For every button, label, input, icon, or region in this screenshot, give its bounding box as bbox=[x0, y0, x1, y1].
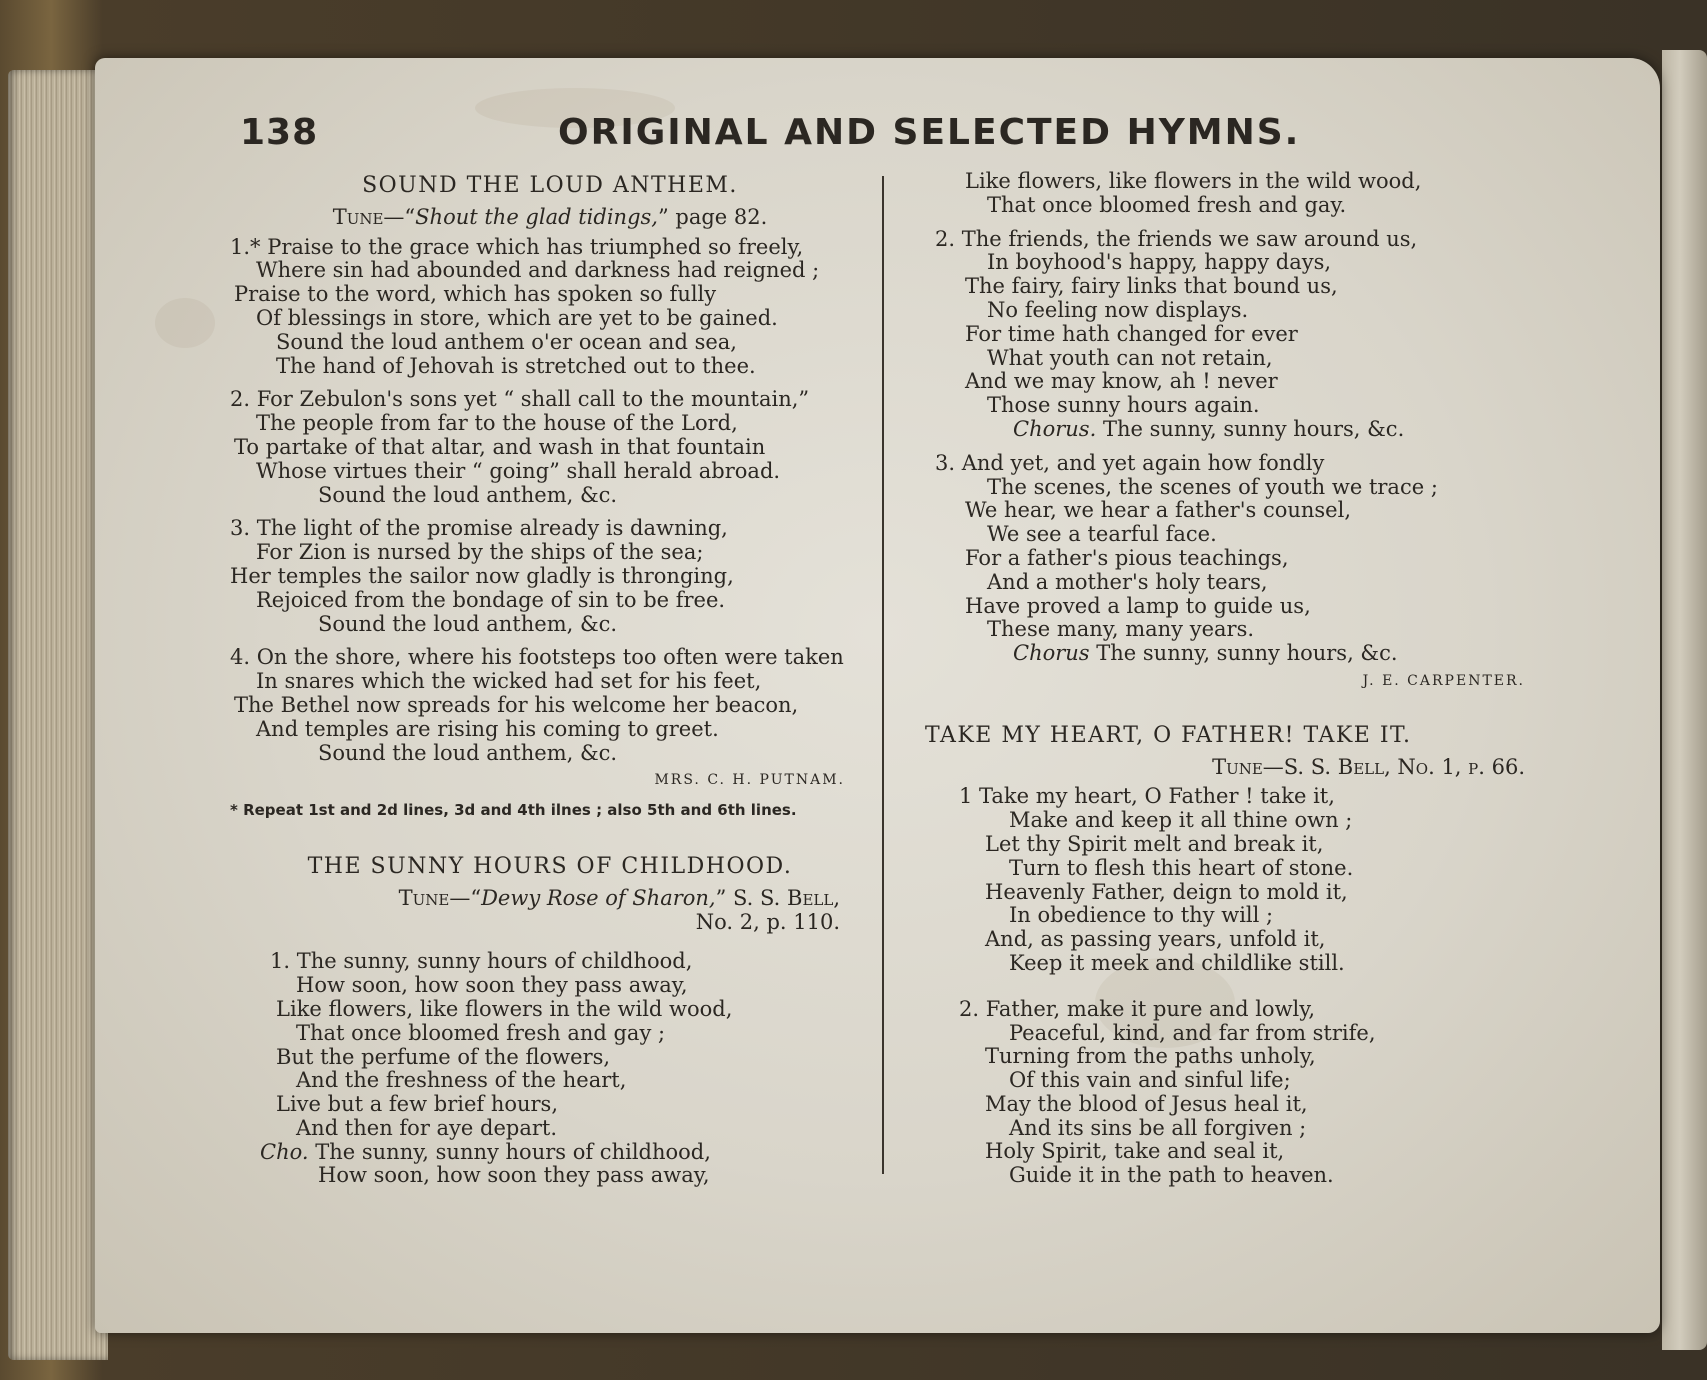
verse-line: The Bethel now spreads for his welcome her beacon, bbox=[234, 692, 799, 717]
verse-line: Of this vain and sinful life; bbox=[1009, 1068, 1291, 1093]
verse-line: And a mother's holy tears, bbox=[987, 569, 1268, 594]
verse-line: Turn to flesh this heart of stone. bbox=[1009, 855, 1354, 880]
stanza bbox=[925, 785, 1525, 975]
verse-line: The hand of Jehovah is stretched out to thee. bbox=[276, 353, 756, 378]
verse-line: Make and keep it all thine own ; bbox=[1009, 808, 1353, 833]
verse-line: For Zion is nursed by the ships of the sea; bbox=[256, 540, 704, 565]
verse-line: Sound the loud anthem, &c. bbox=[318, 611, 618, 636]
verse-line: 2. Father, make it pure and lowly, bbox=[959, 996, 1316, 1021]
hymn-title: THE SUNNY HOURS OF CHILDHOOD. bbox=[307, 853, 793, 879]
stanza bbox=[230, 646, 870, 765]
verse-line: 4. On the shore, where his footsteps too often were taken bbox=[230, 645, 844, 670]
verse-line: These many, many years. bbox=[987, 617, 1255, 642]
verse-line: 2. For Zebulon's sons yet “ shall call to the mountain,” bbox=[230, 387, 810, 412]
verse-line: And we may know, ah ! never bbox=[965, 369, 1278, 394]
hymn-author: J. E. CARPENTER. bbox=[1362, 672, 1525, 689]
verse-line: The fairy, fairy links that bound us, bbox=[965, 274, 1338, 299]
verse-line: And its sins be all forgiven ; bbox=[1009, 1115, 1307, 1140]
verse-line: For a father's pious teachings, bbox=[965, 545, 1289, 570]
hymn-author: MRS. C. H. PUTNAM. bbox=[654, 772, 845, 789]
verse-line: 2. The friends, the friends we saw around us, bbox=[935, 226, 1418, 251]
verse-line: That once bloomed fresh and gay ; bbox=[296, 1020, 666, 1045]
verse-line: To partake of that altar, and wash in that fountain bbox=[234, 434, 766, 459]
verse-line: No feeling now displays. bbox=[987, 297, 1249, 322]
verse-line: And, as passing years, unfold it, bbox=[985, 927, 1326, 952]
verse-line: And then for aye depart. bbox=[296, 1115, 558, 1140]
verse-line: Praise to the word, which has spoken so fully bbox=[234, 282, 717, 307]
chorus-line: Chorus. The sunny, sunny hours, &c. bbox=[1013, 416, 1405, 441]
verse-line: Turning from the paths unholy, bbox=[985, 1044, 1316, 1069]
hymn-tune: Tune—S. S. Bell, No. 1, p. 66. bbox=[1212, 754, 1525, 779]
verse-line: Live but a few brief hours, bbox=[276, 1092, 559, 1117]
verse-line: What youth can not retain, bbox=[987, 345, 1273, 370]
verse-line: And the freshness of the heart, bbox=[296, 1068, 627, 1093]
verse-line: In snares which the wicked had set for his feet, bbox=[256, 669, 762, 694]
verse-line: For time hath changed for ever bbox=[965, 321, 1298, 346]
chorus-line: Cho. The sunny, sunny hours of childhood, bbox=[260, 1139, 711, 1164]
hymn-tune: Tune—“Dewy Rose of Sharon,” S. S. Bell, bbox=[398, 885, 840, 910]
verse-line: Let thy Spirit melt and break it, bbox=[985, 831, 1324, 856]
verse-line: Of blessings in store, which are yet to be gained. bbox=[256, 305, 778, 330]
stanza bbox=[230, 236, 870, 379]
verse-line: Sound the loud anthem o'er ocean and sea, bbox=[276, 329, 737, 354]
right-column bbox=[925, 170, 1525, 1188]
hymn-tune-line2: No. 2, p. 110. bbox=[695, 909, 840, 934]
chorus-line: How soon, how soon they pass away, bbox=[318, 1163, 710, 1188]
verse-line: Holy Spirit, take and seal it, bbox=[985, 1139, 1285, 1164]
verse-line: That once bloomed fresh and gay. bbox=[987, 192, 1347, 217]
verse-line: Where sin had abounded and darkness had reigned ; bbox=[256, 258, 820, 283]
stanza bbox=[230, 388, 870, 507]
stanza bbox=[925, 228, 1525, 442]
verse-line: The scenes, the scenes of youth we trace ; bbox=[987, 474, 1438, 499]
page-header bbox=[240, 112, 1550, 162]
verse-line: Have proved a lamp to guide us, bbox=[965, 593, 1311, 618]
verse-line: Her temples the sailor now gladly is thronging, bbox=[230, 563, 734, 588]
verse-line: 3. The light of the promise already is dawning, bbox=[230, 516, 728, 541]
verse-line: Like flowers, like flowers in the wild wood, bbox=[965, 169, 1422, 193]
verse-line: And temples are rising his coming to greet. bbox=[256, 716, 719, 741]
verse-line: 3. And yet, and yet again how fondly bbox=[935, 450, 1325, 475]
running-title: ORIGINAL AND SELECTED HYMNS. bbox=[558, 112, 1301, 153]
stanza bbox=[925, 998, 1525, 1188]
column-rule bbox=[882, 176, 884, 1174]
verse-line: How soon, how soon they pass away, bbox=[296, 973, 688, 998]
verse-line: Whose virtues their “ going” shall herald abroad. bbox=[256, 458, 781, 483]
verse-line: The people from far to the house of the Lord, bbox=[256, 411, 738, 436]
stanza bbox=[925, 170, 1525, 218]
verse-line: Like flowers, like flowers in the wild wood, bbox=[276, 996, 733, 1021]
verse-line: 1 Take my heart, O Father ! take it, bbox=[959, 784, 1335, 809]
verse-line: In obedience to thy will ; bbox=[1009, 903, 1274, 928]
verse-line: In boyhood's happy, happy days, bbox=[987, 250, 1332, 275]
verse-line: 1.* Praise to the grace which has triumphed so freely, bbox=[230, 234, 804, 259]
verse-line: Guide it in the path to heaven. bbox=[1009, 1163, 1334, 1188]
verse-line: Keep it meek and childlike still. bbox=[1009, 950, 1345, 975]
footnote: * Repeat 1st and 2d lines, 3d and 4th ilnes ; also 5th and 6th lines. bbox=[230, 801, 797, 820]
facing-page-edge bbox=[1662, 50, 1707, 1350]
stanza bbox=[925, 452, 1525, 666]
verse-line: 1. The sunny, sunny hours of childhood, bbox=[270, 949, 693, 974]
page-edges bbox=[8, 70, 108, 1360]
verse-line: Rejoiced from the bondage of sin to be free. bbox=[256, 587, 726, 612]
chorus-line: Chorus The sunny, sunny hours, &c. bbox=[1013, 641, 1398, 666]
verse-line: May the blood of Jesus heal it, bbox=[985, 1091, 1308, 1116]
verse-line: Sound the loud anthem, &c. bbox=[318, 482, 618, 507]
verse-line: Those sunny hours again. bbox=[987, 393, 1260, 418]
hymn-title: SOUND THE LOUD ANTHEM. bbox=[362, 173, 738, 198]
left-column bbox=[230, 172, 870, 1188]
stanza bbox=[230, 517, 870, 636]
hymn-title: TAKE MY HEART, O FATHER! TAKE IT. bbox=[925, 722, 1412, 748]
page-number: 138 bbox=[240, 112, 319, 153]
verse-line: We see a tearful face. bbox=[987, 522, 1217, 547]
verse-line: But the perfume of the flowers, bbox=[276, 1044, 611, 1069]
verse-line: Sound the loud anthem, &c. bbox=[318, 740, 618, 765]
verse-line: Peaceful, kind, and far from strife, bbox=[1009, 1020, 1376, 1045]
verse-line: Heavenly Father, deign to mold it, bbox=[985, 879, 1348, 904]
hymn-tune: Tune—“Shout the glad tidings,” page 82. bbox=[332, 204, 768, 229]
verse-line: We hear, we hear a father's counsel, bbox=[965, 498, 1351, 523]
stain bbox=[155, 298, 215, 348]
stanza bbox=[230, 950, 870, 1188]
